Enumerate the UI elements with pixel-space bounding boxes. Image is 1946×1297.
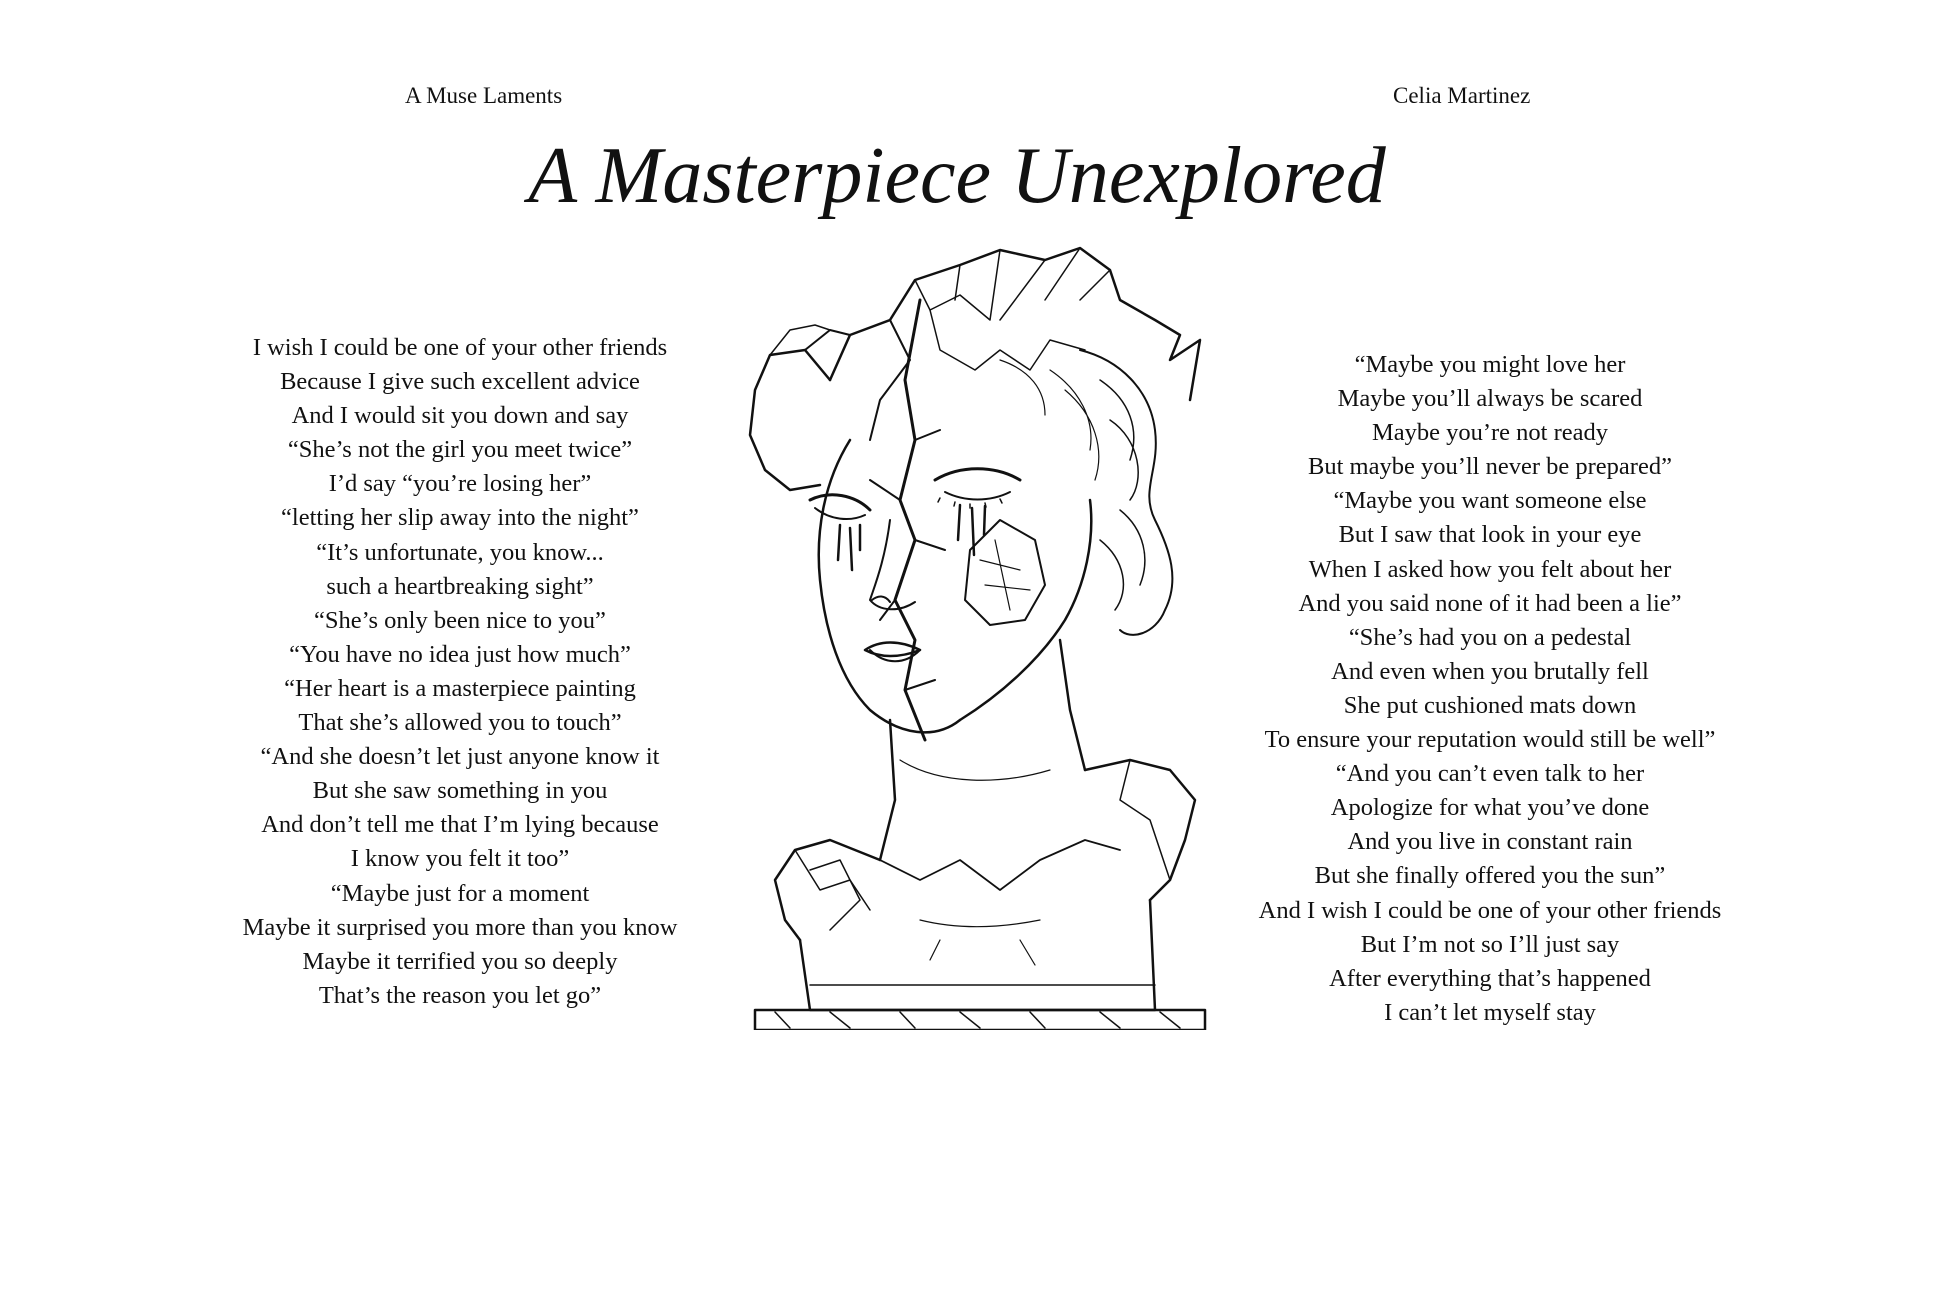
poem-line: Maybe you’ll always be scared: [1337, 385, 1643, 413]
poem-line: “Maybe just for a moment: [330, 879, 590, 907]
poem-line: Maybe you’re not ready: [1371, 419, 1609, 447]
poem-line: “She’s not the girl you meet twice”: [287, 436, 633, 464]
poem-line: “Her heart is a masterpiece painting: [284, 674, 636, 702]
poem-line: Because I give such excellent advice: [280, 368, 640, 396]
collection-title: A Muse Laments: [405, 83, 563, 108]
poem-line: “You have no idea just how much”: [289, 640, 631, 668]
poem-line: That she’s allowed you to touch”: [298, 709, 622, 737]
poem-line: “Maybe you might love her: [1354, 351, 1626, 378]
poem-line: And you live in constant rain: [1347, 828, 1633, 856]
poem-left-column: [200, 331, 720, 1013]
poem-line: “Maybe you want someone else: [1333, 487, 1647, 515]
poem-title: A Masterpiece Unexplored: [528, 132, 1386, 220]
poem-line: When I asked how you felt about her: [1308, 555, 1672, 583]
poem-line: And don’t tell me that I’m lying because: [261, 811, 659, 839]
poem-line: “She’s only been nice to you”: [314, 606, 606, 634]
poem-line: such a heartbreaking sight”: [326, 572, 594, 600]
poem-line: “And she doesn’t let just anyone know it: [260, 743, 660, 771]
poem-line: And I wish I could be one of your other friends: [1258, 896, 1722, 924]
poem-line: After everything that’s happened: [1329, 964, 1651, 992]
poem-line: “She’s had you on a pedestal: [1348, 623, 1632, 651]
poem-line: And I would sit you down and say: [291, 402, 629, 430]
poem-line: I can’t let myself stay: [1384, 998, 1596, 1026]
poem-line: That’s the reason you let go”: [318, 981, 602, 1009]
poem-right-column: [1230, 348, 1750, 1030]
cracked-marble-bust-illustration: [700, 240, 1260, 1030]
poem-line: Maybe it surprised you more than you know: [242, 913, 678, 941]
poem-line: I know you felt it too”: [350, 845, 570, 873]
poem-line: “And you can’t even talk to her: [1335, 760, 1645, 788]
poem-line: “letting her slip away into the night”: [281, 504, 639, 532]
poem-line: But I saw that look in your eye: [1338, 521, 1642, 549]
poem-line: Maybe it terrified you so deeply: [302, 947, 618, 975]
poem-line: But I’m not so I’ll just say: [1360, 930, 1620, 958]
author-name: Celia Martinez: [1393, 83, 1531, 108]
poem-line: And you said none of it had been a lie”: [1298, 589, 1682, 617]
poem-line: She put cushioned mats down: [1343, 691, 1637, 719]
poem-line: “It’s unfortunate, you know...: [316, 538, 604, 566]
poem-line: Apologize for what you’ve done: [1330, 794, 1650, 822]
poem-line: I’d say “you’re losing her”: [328, 470, 592, 498]
poem-line: But maybe you’ll never be prepared”: [1308, 453, 1672, 481]
poem-line: To ensure your reputation would still be well”: [1264, 726, 1716, 754]
poem-line: And even when you brutally fell: [1331, 657, 1649, 685]
poem-line: But she finally offered you the sun”: [1314, 862, 1666, 890]
poem-line: But she saw something in you: [312, 777, 608, 805]
poem-line: I wish I could be one of your other friends: [252, 334, 668, 361]
